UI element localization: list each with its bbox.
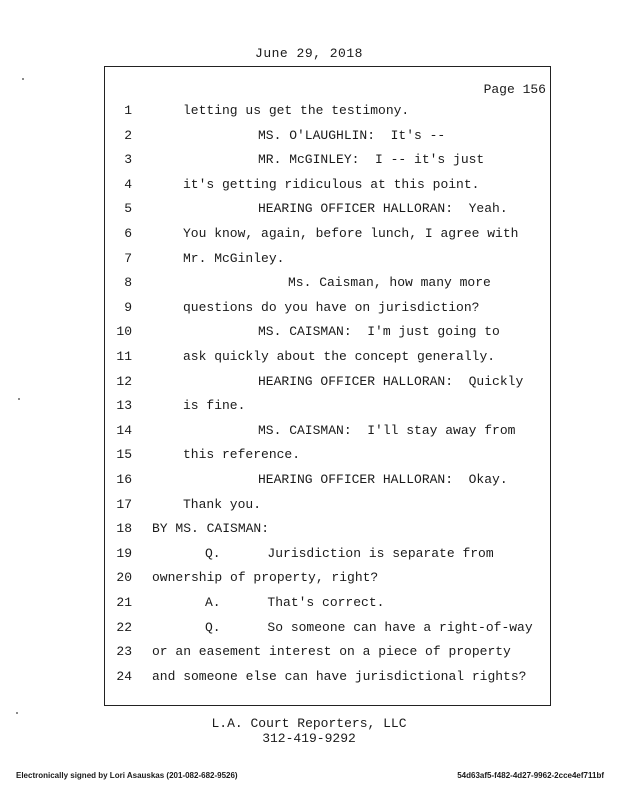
line-number: 19 [116,545,132,561]
line-text: Q. Jurisdiction is separate from [205,545,494,561]
transcript-line [0,324,618,348]
line-number: 10 [116,324,132,340]
line-text: ownership of property, right? [152,570,379,586]
e-signature: Electronically signed by Lori Asauskas (201-082-682-9526) [16,771,238,780]
scan-speck [18,398,20,400]
line-text: BY MS. CAISMAN: [152,521,270,537]
line-number: 9 [124,299,132,315]
transcript-line [0,349,618,373]
line-text: You know, again, before lunch, I agree with [183,226,519,241]
line-number: 13 [116,398,132,414]
line-number: 8 [124,275,132,291]
line-text: HEARING OFFICER HALLORAN: Quickly [258,373,524,389]
transcript-line [0,374,618,398]
line-number: 5 [124,201,132,217]
line-number: 3 [124,152,132,168]
transcript-line [0,275,618,299]
reporter-phone: 312-419-9292 [262,731,356,746]
line-number: 16 [116,472,132,487]
transcript-line [0,423,618,447]
transcript-line [0,201,618,225]
transcript-line [0,152,618,176]
line-number: 1 [124,103,132,118]
line-number: 17 [116,496,132,512]
line-number: 21 [116,595,132,610]
line-text: A. That's correct. [205,595,385,610]
line-text: is fine. [183,398,246,414]
line-text: letting us get the testimony. [183,103,410,118]
transcript-date: June 29, 2018 [255,46,363,61]
transcript-line [0,546,618,570]
line-number: 7 [124,250,132,266]
line-number: 20 [116,570,132,586]
scan-speck [22,78,24,80]
line-text: HEARING OFFICER HALLORAN: Yeah. [258,201,508,217]
line-text: Ms. Caisman, how many more [288,275,491,291]
line-number: 23 [116,644,132,660]
transcript-line [0,521,618,545]
transcript-line [0,472,618,496]
transcript-line [0,570,618,594]
line-text: and someone else can have jurisdictional rights? [152,668,527,684]
page-number: Page 156 [483,82,546,97]
transcript-line [0,620,618,644]
line-text: it's getting ridiculous at this point. [183,176,480,192]
line-number: 2 [124,127,132,143]
line-text: MS. O'LAUGHLIN: It's -- [258,127,446,143]
line-number: 4 [124,176,132,192]
line-text: HEARING OFFICER HALLORAN: Okay. [258,472,508,487]
line-number: 14 [116,422,132,438]
line-text: MS. CAISMAN: I'm just going to [258,324,500,340]
transcript-line [0,447,618,471]
line-text: or an easement interest on a piece of property [152,644,511,660]
transcript-line [0,226,618,250]
line-number: 12 [116,373,132,389]
transcript-line [0,644,618,668]
line-number: 6 [124,226,132,241]
transcript-line [0,398,618,422]
line-text: this reference. [183,447,301,463]
transcript-line [0,251,618,275]
line-number: 24 [116,668,132,684]
transcript-line [0,128,618,152]
line-number: 22 [116,619,132,635]
document-id: 54d63af5-f482-4d27-9962-2cce4ef711bf [457,771,604,780]
transcript-line [0,497,618,521]
line-text: MR. McGINLEY: I -- it's just [258,152,485,168]
scan-speck [16,712,18,714]
transcript-line [0,669,618,693]
transcript-line [0,595,618,619]
line-text: Thank you. [183,496,262,512]
line-text: ask quickly about the concept generally. [183,349,496,364]
line-number: 18 [116,521,132,537]
transcript-line [0,300,618,324]
line-number: 15 [116,447,132,463]
line-text: Mr. McGinley. [183,250,285,266]
transcript-line [0,177,618,201]
line-number: 11 [116,349,132,364]
line-text: Q. So someone can have a right-of-way [205,619,533,635]
reporter-name: L.A. Court Reporters, LLC [211,716,407,731]
line-text: questions do you have on jurisdiction? [183,299,480,315]
transcript-line [0,103,618,127]
line-text: MS. CAISMAN: I'll stay away from [258,422,516,438]
